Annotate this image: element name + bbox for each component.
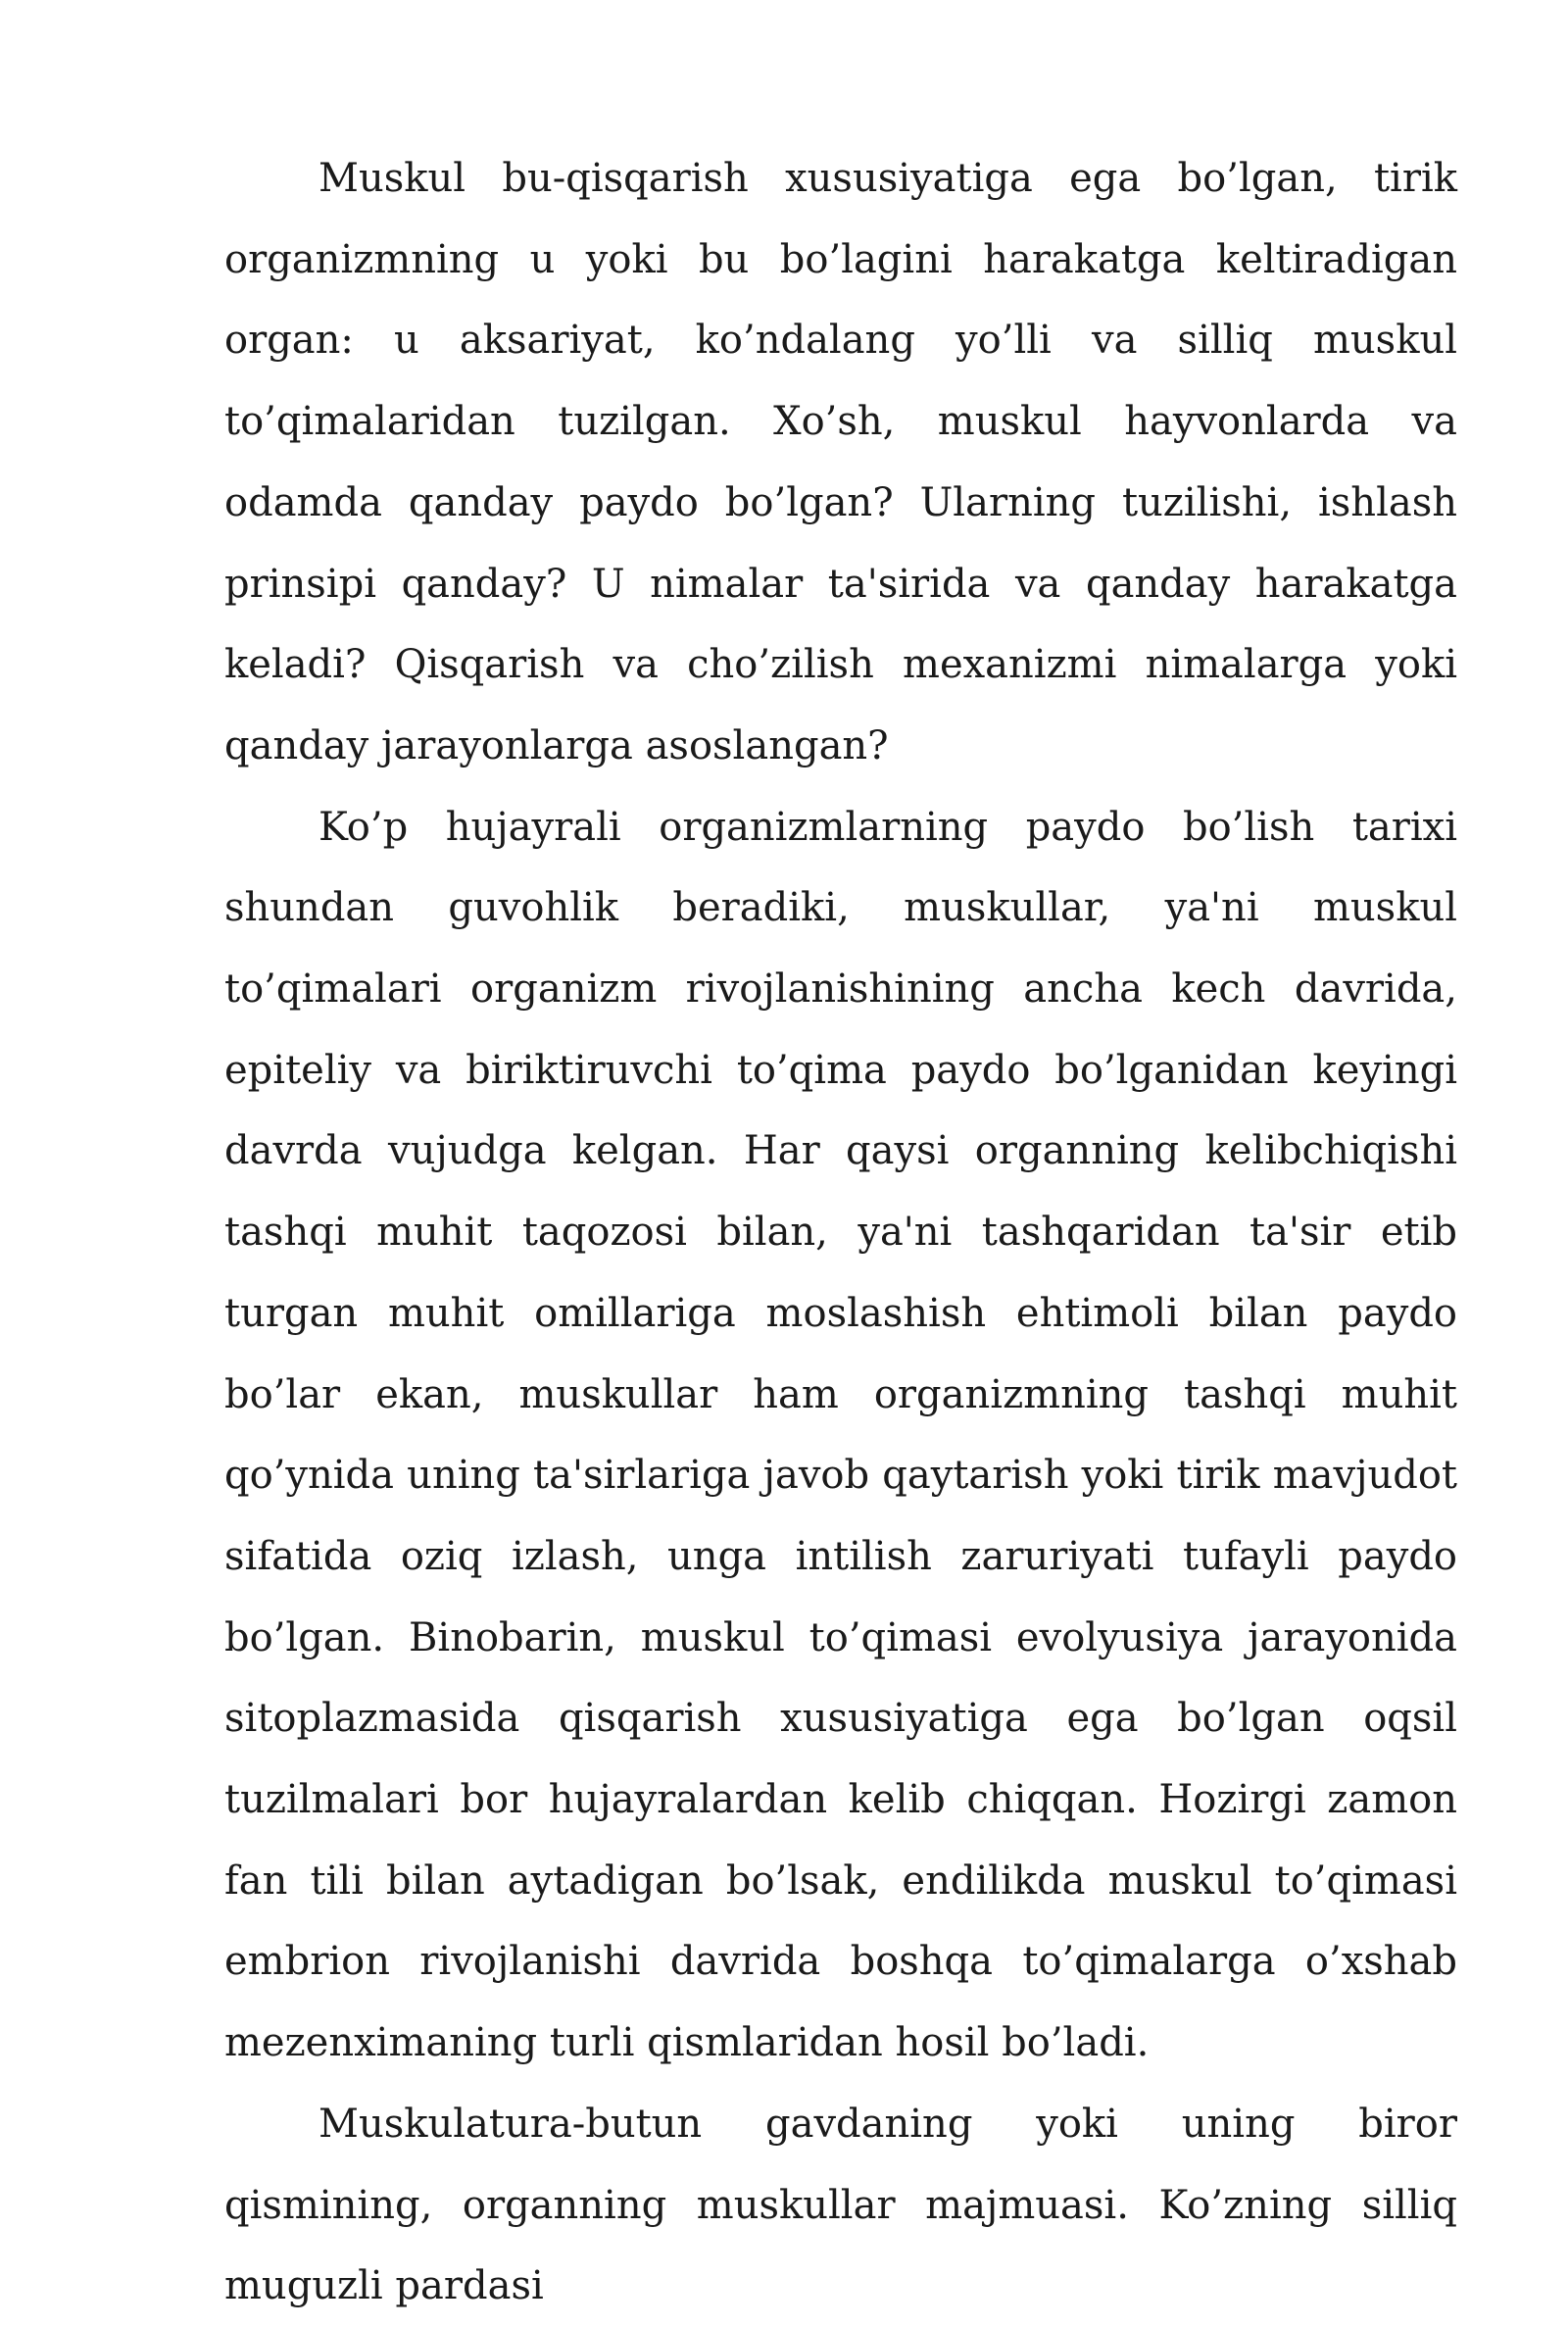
paragraph-muscle-origin: Ko’p hujayrali organizmlarning paydo bo’lish tarixi shundan guvohlik beradiki, muskullar, ya'ni muskul to’qimalari organizm rivojlanishining ancha kech davrida, epiteliy va biriktiruvchi to’qima paydo bo’lganidan keyingi davrda vujudga kelgan. Har qaysi organning kelibchiqishi tashqi muhit taqozosi bilan, ya'ni tashqaridan ta'sir etib turgan muhit omillariga moslashish ehtimoli bilan paydo bo’lar ekan, muskullar ham organizmning tashqi muhit qo’ynida uning ta'sirlariga javob qaytarish yoki tirik mavjudot sifatida oziq izlash, unga intilish zaruriyati tufayli paydo bo’lgan. Binobarin, muskul to’qimasi evolyusiya jarayonida sitoplazmasida qisqarish xususiyatiga ega bo’lgan oqsil tuzilmalari bor hujayralardan kelib chiqqan. Hozirgi zamon fan tili bilan aytadigan bo’lsak, endilikda muskul to’qimasi embrion rivojlanishi davrida boshqa to’qimalarga o’xshab mezenximaning turli qismlaridan hosil bo’ladi. [224, 804, 1457, 2066]
paragraph-muskul-definition: Muskul bu-qisqarish xususiyatiga ega bo’lgan, tirik organizmning u yoki bu bo’lagini harakatga keltiradigan organ: u aksariyat, ko’ndalang yo’lli va silliq muskul to’qimalaridan tuzilgan. Xo’sh, muskul hayvonlarda va odamda qanday paydo bo’lgan? Ularning tuzilishi, ishlash prinsipi qanday? U nimalar ta'sirida va qanday harakatga keladi? Qisqarish va cho’zilish mexanizmi nimalarga yoki qanday jarayonlarga asoslangan? [224, 156, 1457, 768]
body-text [224, 138, 1457, 2327]
paragraph-muskulatura: Muskulatura-butun gavdaning yoki uning biror qismining, organning muskullar majmuasi. Ko’zning silliq muguzli pardasi [224, 2101, 1457, 2309]
